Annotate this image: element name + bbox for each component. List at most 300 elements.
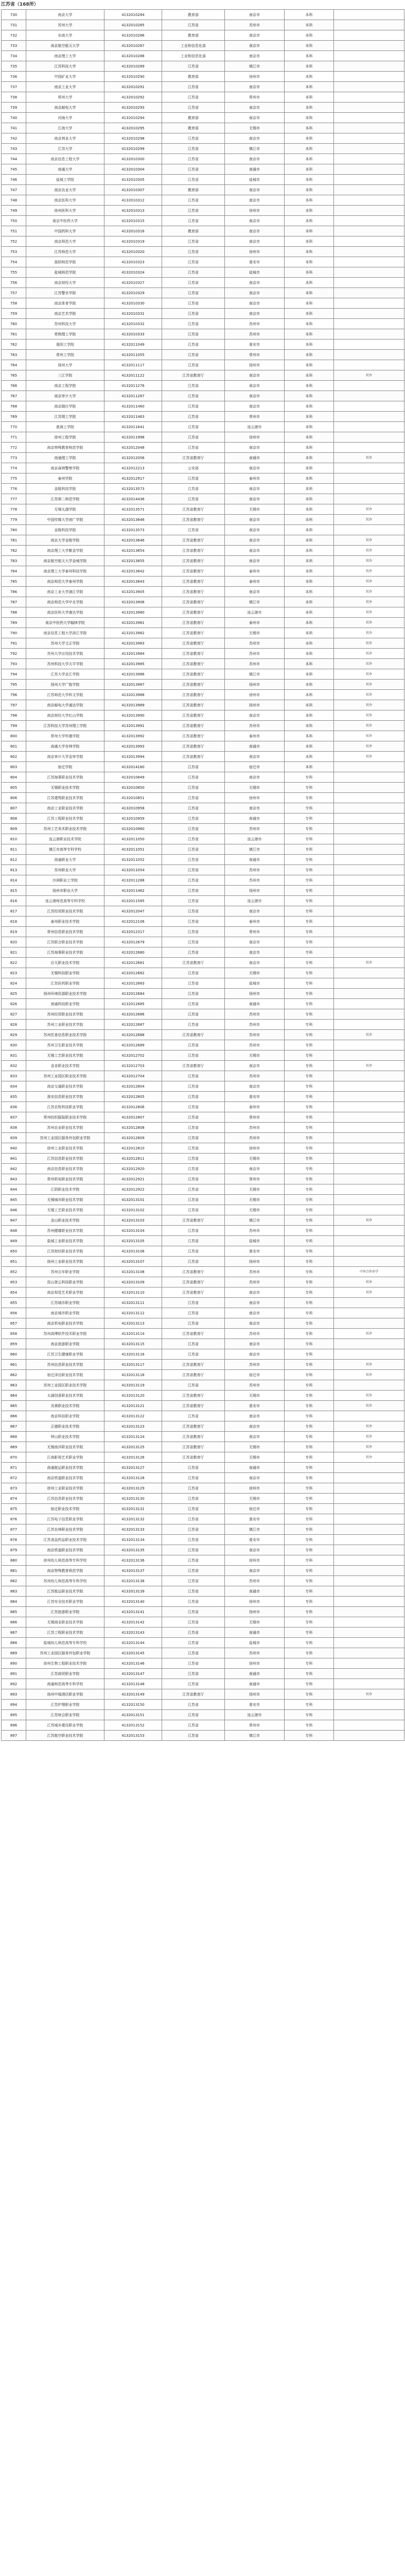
cell-code: 4132013101 [104,1195,162,1205]
cell-authority: 江苏省教育厅 [162,659,225,669]
table-row [2,1689,404,1700]
cell-name: 江苏农林职业技术学院 [26,1524,104,1535]
cell-level: 专科 [285,1318,334,1329]
cell-note [334,1308,404,1318]
cell-authority: 江苏省 [162,267,225,278]
cell-index: 837 [2,1112,26,1123]
cell-city: 南京市 [225,1298,285,1308]
cell-level: 专科 [285,1555,334,1566]
cell-note [334,30,404,41]
cell-note [334,195,404,206]
cell-name: 扬州中瑞酒店职业学院 [26,1689,104,1700]
cell-code: 4132013151 [104,1710,162,1720]
cell-level: 专科 [285,1566,334,1576]
cell-city: 盐城市 [225,1236,285,1246]
cell-city: 苏州市 [225,1576,285,1586]
cell-authority: 江苏省教育厅 [162,453,225,463]
table-row [2,824,404,834]
cell-authority: 江苏省 [162,309,225,319]
cell-name: 南京邮电大学 [26,103,104,113]
cell-city: 镇江市 [225,669,285,680]
cell-name: 泰州职业技术学院 [26,917,104,927]
cell-index: 844 [2,1184,26,1195]
cell-note [334,247,404,257]
table-row [2,412,404,422]
cell-name: 正德职业技术学院 [26,1421,104,1432]
cell-name: 常州工学院 [26,350,104,360]
cell-authority: 江苏省教育厅 [162,556,225,566]
cell-name: 应天职业技术学院 [26,958,104,968]
cell-city: 徐州市 [225,432,285,443]
cell-authority: 江苏省 [162,257,225,267]
cell-level: 本科 [285,443,334,453]
cell-name: 苏州信息职业技术学院 [26,1360,104,1370]
cell-note [334,154,404,164]
cell-authority: 江苏省 [162,1586,225,1597]
table-row [2,82,404,92]
table-row [2,556,404,566]
cell-name: 江苏海事职业技术学院 [26,947,104,958]
cell-name: 昆山登云科技职业学院 [26,1277,104,1287]
table-row [2,473,404,484]
cell-authority: 江苏省 [162,216,225,226]
cell-authority: 江苏省 [162,1576,225,1586]
cell-index: 891 [2,1669,26,1679]
cell-level: 专科 [285,793,334,803]
cell-note [334,1720,404,1731]
cell-note [334,123,404,133]
cell-note [334,1411,404,1421]
cell-code: 4132013115 [104,1339,162,1349]
cell-level: 本科 [285,597,334,607]
cell-name: 南京工业职业技术学院 [26,803,104,814]
cell-code: 4132012811 [104,1154,162,1164]
cell-name: 南京工程学院 [26,381,104,391]
cell-note [334,1174,404,1184]
cell-note [334,1648,404,1658]
cell-level: 专科 [285,1617,334,1628]
cell-authority: 江苏省 [162,978,225,989]
cell-code: 4132012680 [104,947,162,958]
cell-city: 无锡市 [225,1494,285,1504]
cell-city: 淮安市 [225,1246,285,1257]
table-row [2,1669,404,1679]
cell-level: 本科 [285,257,334,267]
cell-note [334,1184,404,1195]
cell-note [334,762,404,772]
table-row [2,618,404,628]
cell-note [334,886,404,896]
cell-city: 无锡市 [225,1442,285,1452]
table-row [2,1184,404,1195]
cell-city: 徐州市 [225,247,285,257]
cell-index: 805 [2,783,26,793]
cell-level: 专科 [285,1391,334,1401]
cell-note: 民办 [334,1329,404,1339]
table-row [2,443,404,453]
cell-level: 本科 [285,587,334,597]
cell-note [334,144,404,154]
cell-code: 4132010320 [104,247,162,257]
cell-index: 746 [2,175,26,185]
cell-index: 740 [2,113,26,123]
cell-note [334,391,404,401]
cell-level: 本科 [285,288,334,298]
cell-name: 中国矿业大学 [26,72,104,82]
cell-level: 专科 [285,1504,334,1514]
cell-index: 817 [2,906,26,917]
cell-city: 徐州市 [225,1483,285,1494]
cell-name: 江苏科技大学苏州理工学院 [26,721,104,731]
cell-name: 南京医科大学 [26,195,104,206]
cell-note [334,947,404,958]
cell-index: 780 [2,525,26,535]
cell-index: 794 [2,669,26,680]
cell-code: 4132013146 [104,1658,162,1669]
cell-level: 本科 [285,577,334,587]
cell-note [334,1020,404,1030]
table-row [2,793,404,803]
cell-note [334,494,404,504]
cell-code: 4132010292 [104,92,162,103]
cell-index: 848 [2,1226,26,1236]
cell-code: 4132010851 [104,793,162,803]
cell-city: 南通市 [225,741,285,752]
cell-index: 813 [2,865,26,875]
cell-code: 4132010319 [104,236,162,247]
cell-level: 专科 [285,1215,334,1226]
cell-note [334,10,404,20]
cell-city: 南通市 [225,999,285,1009]
cell-city: 苏州市 [225,1020,285,1030]
cell-authority: 江苏省教育厅 [162,721,225,731]
cell-code: 4132013983 [104,638,162,649]
cell-code: 4132013982 [104,628,162,638]
cell-level: 本科 [285,618,334,628]
cell-city: 无锡市 [225,1195,285,1205]
cell-code: 4132013991 [104,721,162,731]
cell-city: 常州市 [225,350,285,360]
cell-note [334,1102,404,1112]
cell-code: 4132012806 [104,1102,162,1112]
cell-code: 4132012921 [104,1174,162,1184]
cell-level: 专科 [285,1329,334,1339]
table-row [2,1133,404,1143]
cell-name: 苏州工业园区职业技术学院 [26,1071,104,1081]
cell-city: 南京市 [225,1432,285,1442]
cell-level: 专科 [285,968,334,978]
cell-index: 745 [2,164,26,175]
cell-authority: 江苏省 [162,927,225,937]
cell-index: 889 [2,1648,26,1658]
cell-note [334,844,404,855]
table-row [2,329,404,340]
cell-note [334,72,404,82]
table-row [2,1009,404,1020]
cell-index: 842 [2,1164,26,1174]
cell-name: 南京城市职业学院 [26,1308,104,1318]
cell-authority: 公安部 [162,463,225,473]
cell-authority: 江苏省 [162,1205,225,1215]
cell-level: 专科 [285,875,334,886]
cell-note: 民办 [334,1452,404,1463]
cell-code: 4132013842 [104,566,162,577]
cell-level: 专科 [285,1267,334,1277]
cell-level: 专科 [285,1689,334,1700]
cell-name: 无锡南洋职业技术学院 [26,1442,104,1452]
cell-authority: 江苏省 [162,1679,225,1689]
cell-code: 4132013121 [104,1401,162,1411]
cell-authority: 江苏省 [162,1123,225,1133]
table-row [2,216,404,226]
cell-code: 4132013150 [104,1700,162,1710]
cell-note [334,1535,404,1545]
cell-code: 4132010960 [104,824,162,834]
cell-level: 专科 [285,855,334,865]
table-row [2,1205,404,1215]
cell-city: 南京市 [225,1287,285,1298]
cell-name: 苏州职业大学 [26,865,104,875]
cell-city: 无锡市 [225,783,285,793]
cell-authority: 江苏省 [162,133,225,144]
table-row [2,1421,404,1432]
cell-name: 镇江市高等专科学校 [26,844,104,855]
cell-authority: 江苏省 [162,1257,225,1267]
cell-authority: 江苏省教育厅 [162,1391,225,1401]
cell-city: 南京市 [225,113,285,123]
cell-city: 连云港市 [225,422,285,432]
cell-level: 本科 [285,412,334,422]
cell-authority: 江苏省 [162,422,225,432]
cell-index: 878 [2,1535,26,1545]
cell-city: 苏州市 [225,865,285,875]
cell-name: 常州信息职业技术学院 [26,927,104,937]
cell-authority: 江苏省 [162,772,225,783]
cell-name: 南京旅游职业学院 [26,1339,104,1349]
cell-code: 4132010849 [104,772,162,783]
cell-code: 4132010959 [104,814,162,824]
cell-level: 本科 [285,175,334,185]
cell-level: 专科 [285,1184,334,1195]
cell-code: 4132011463 [104,412,162,422]
cell-index: 808 [2,814,26,824]
cell-code: 4132012683 [104,978,162,989]
cell-index: 773 [2,453,26,463]
cell-index: 888 [2,1638,26,1648]
cell-name: 常州机电职业技术学院 [26,1174,104,1184]
cell-city: 连云港市 [225,607,285,618]
cell-code: 4132013906 [104,597,162,607]
cell-code: 4132012805 [104,1092,162,1102]
cell-index: 811 [2,844,26,855]
table-row [2,1617,404,1628]
table-row [2,968,404,978]
table-row [2,1535,404,1545]
cell-code: 4132010289 [104,61,162,72]
cell-name: 无锡职业技术学院 [26,783,104,793]
cell-index: 882 [2,1576,26,1586]
cell-name: 无锡工艺职业技术学院 [26,1050,104,1061]
cell-level: 本科 [285,329,334,340]
cell-code: 4132012807 [104,1112,162,1123]
table-row [2,814,404,824]
cell-name: 苏州百年职业学院 [26,1267,104,1277]
cell-index: 776 [2,484,26,494]
cell-city: 泰州市 [225,577,285,587]
cell-level: 专科 [285,1226,334,1236]
cell-note [334,906,404,917]
cell-level: 专科 [285,1092,334,1102]
cell-note [334,473,404,484]
cell-city: 南京市 [225,1421,285,1432]
cell-city: 南京市 [225,535,285,546]
cell-index: 763 [2,350,26,360]
cell-name: 南京科技职业学院 [26,1411,104,1421]
cell-level: 专科 [285,1411,334,1421]
table-row [2,680,404,690]
cell-level: 本科 [285,546,334,556]
cell-level: 本科 [285,669,334,680]
cell-code: 4132013128 [104,1473,162,1483]
cell-code: 4132012688 [104,1030,162,1040]
cell-index: 755 [2,267,26,278]
cell-index: 827 [2,1009,26,1020]
cell-name: 淮阴师范学院 [26,257,104,267]
cell-note: 民办 [334,1432,404,1442]
cell-level: 专科 [285,1638,334,1648]
cell-level: 本科 [285,185,334,195]
cell-name: 江苏警官学院 [26,288,104,298]
cell-level: 专科 [285,1298,334,1308]
cell-code: 4132011641 [104,422,162,432]
cell-city: 南京市 [225,772,285,783]
cell-name: 江苏科技大学 [26,61,104,72]
cell-authority: 江苏省 [162,834,225,844]
cell-city: 南京市 [225,803,285,814]
table-row [2,834,404,844]
cell-name: 宿迁职业技术学院 [26,1504,104,1514]
cell-level: 专科 [285,1236,334,1246]
table-row [2,51,404,61]
cell-index: 819 [2,927,26,937]
cell-name: 中国药科大学 [26,226,104,236]
cell-authority: 江苏省 [162,1545,225,1555]
cell-name: 扬州市职业大学 [26,886,104,896]
cell-code: 4132013113 [104,1318,162,1329]
university-table [1,9,404,1741]
cell-authority: 江苏省 [162,1514,225,1524]
cell-level: 专科 [285,1473,334,1483]
cell-name: 江苏师范大学 [26,247,104,257]
cell-note: 民办 [334,1277,404,1287]
table-row [2,587,404,597]
cell-name: 南京体育学院 [26,298,104,309]
cell-authority: 江苏省 [162,1648,225,1658]
cell-name: 江苏第二师范学院 [26,494,104,504]
cell-name: 江苏食品药品职业技术学院 [26,1535,104,1545]
cell-code: 4132013133 [104,1524,162,1535]
cell-city: 南通市 [225,1463,285,1473]
cell-index: 737 [2,82,26,92]
cell-level: 专科 [285,947,334,958]
cell-index: 828 [2,1020,26,1030]
cell-city: 南京市 [225,236,285,247]
cell-index: 895 [2,1710,26,1720]
cell-level: 专科 [285,783,334,793]
cell-note: 民办 [334,731,404,741]
table-row [2,1586,404,1597]
cell-city: 镇江市 [225,1731,285,1741]
cell-index: 830 [2,1040,26,1050]
table-row [2,123,404,133]
cell-level: 专科 [285,1257,334,1267]
cell-code: 4132010850 [104,783,162,793]
cell-code: 4132012922 [104,1184,162,1195]
cell-name: 金肯职业技术学院 [26,1061,104,1071]
cell-level: 专科 [285,1308,334,1318]
cell-city: 无锡市 [225,1452,285,1463]
cell-authority: 江苏省 [162,1731,225,1741]
cell-city: 淮安市 [225,257,285,267]
cell-index: 801 [2,741,26,752]
cell-index: 862 [2,1370,26,1380]
cell-code: 4132013147 [104,1669,162,1679]
cell-index: 785 [2,577,26,587]
cell-name: 南京中医药大学 [26,216,104,226]
cell-authority: 江苏省教育厅 [162,1452,225,1463]
cell-name: 淮海工学院 [26,422,104,432]
cell-city: 南京市 [225,51,285,61]
cell-authority: 江苏省教育厅 [162,535,225,546]
cell-index: 781 [2,535,26,546]
cell-name: 江南影视艺术职业学院 [26,1452,104,1463]
cell-index: 885 [2,1607,26,1617]
table-body [2,10,404,1741]
cell-city: 南京市 [225,195,285,206]
cell-name: 南京工业大学 [26,82,104,92]
cell-city: 无锡市 [225,1205,285,1215]
cell-code: 4132010284 [104,10,162,20]
table-row [2,710,404,721]
cell-index: 741 [2,123,26,133]
table-row [2,422,404,432]
cell-name: 盐城工学院 [26,175,104,185]
cell-index: 838 [2,1123,26,1133]
cell-code: 4132012317 [104,927,162,937]
cell-city: 泰州市 [225,566,285,577]
cell-index: 747 [2,185,26,195]
cell-index: 807 [2,803,26,814]
cell-authority: 江苏省 [162,1236,225,1246]
cell-level: 本科 [285,556,334,566]
cell-city: 淮安市 [225,340,285,350]
cell-authority: 江苏省 [162,443,225,453]
cell-code: 4132013654 [104,546,162,556]
table-row [2,1545,404,1555]
cell-authority: 江苏省教育厅 [162,1360,225,1370]
cell-note: 民办 [334,618,404,628]
cell-city: 镇江市 [225,1215,285,1226]
cell-level: 专科 [285,896,334,906]
table-row [2,504,404,515]
cell-authority: 江苏省 [162,1597,225,1607]
cell-code: 4132010307 [104,185,162,195]
cell-name: 南京森林警察学院 [26,463,104,473]
cell-name: 江南大学 [26,123,104,133]
cell-index: 832 [2,1061,26,1071]
cell-index: 836 [2,1102,26,1112]
cell-name: 泰州学院 [26,473,104,484]
